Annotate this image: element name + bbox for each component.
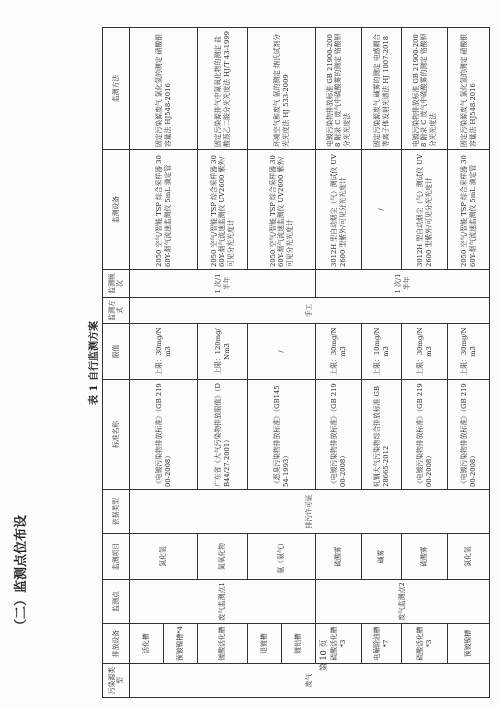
frequency-cell: 1 次/1半年 — [130, 270, 316, 298]
device-cell: 2050 空气/智能 TSP 综合采样器 3060Y-烟气流速监测仪 UV2600 紫外/可见分光光度计 — [248, 150, 316, 270]
header-cell: 依据类型 — [103, 490, 130, 534]
equipment-cell: 预镀镍槽 — [448, 624, 490, 664]
equipment-cell: 硫酸活化槽*3 — [316, 624, 362, 664]
item-cell: 氮氧化物 — [198, 534, 248, 580]
method-cell: 电镀污染物排放标准 GB 21900-2008 附录 C 废气中硫酸雾的测定 铬酸钡分光光度法 — [316, 28, 362, 150]
limit-cell: 上限：120mg/Nm3 — [198, 324, 248, 380]
pollution-type-cell: 废气 — [130, 664, 490, 698]
header-cell: 排放设备 — [103, 624, 130, 664]
method-cell: 环境空气和废气 氨的测定 纳氏试剂分光光度法 HJ 533-2009 — [248, 28, 316, 150]
limit-cell: 上限：30mg/Nm3 — [130, 324, 198, 380]
equipment-cell: 退镀槽 — [248, 624, 282, 664]
header-cell: 监测点 — [103, 580, 130, 624]
equipment-cell: 活化槽 — [130, 624, 164, 664]
equipment-cell: 电解除油槽*7 — [362, 624, 402, 664]
device-cell: 2050 空气/智能 TSP 综合采样器 3060Y-烟气流速监测仪 UV2600 紫外/可见分光光度计 — [198, 150, 248, 270]
frequency-cell: 1 次/1半年 — [316, 270, 490, 298]
monitor-point-cell: 废气监测点1 — [130, 580, 316, 624]
standard-cell: 《电镀污染物排放标准》（GB 21900-2008） — [448, 380, 490, 490]
device-cell: 3012H 型自动烟尘（气）测试仪 UV2600 型紫外/可见分光光度计 — [316, 150, 362, 270]
method-cell: 固定污染源废气 氯化氢的测定 硝酸银容量法 HJ548-2016 — [130, 28, 198, 150]
header-cell: 监测设备 — [103, 150, 130, 270]
limit-cell: / — [248, 324, 316, 380]
header-cell: 污染源类型 — [103, 664, 130, 698]
standard-cell: 《恶臭污染物排放标准》（GB14554-1993） — [248, 380, 316, 490]
monitor-point-cell: 废气监测点2 — [316, 580, 490, 624]
item-cell: 氨（氨气） — [248, 534, 316, 580]
header-cell: 监测频次 — [103, 270, 130, 298]
monitor-mode-cell: 手工 — [130, 298, 490, 324]
method-cell: 电镀污染物排放标准 GB 21900-2008 附录 C 废气中硫酸雾的测定 铬酸钡分光光度法 — [402, 28, 448, 150]
standard-cell: 广东省《大气污染物排放限值》（DB44/27-2001） — [198, 380, 248, 490]
table-header-row — [103, 28, 130, 698]
table-row — [130, 28, 164, 698]
standard-cell: 《电镀污染物排放标准》（GB 21900-2008） — [130, 380, 198, 490]
standard-cell: 《电镀污染物排放标准》（GB 21900-2008） — [402, 380, 448, 490]
header-cell: 监测方式 — [103, 298, 130, 324]
device-cell: / — [362, 150, 402, 270]
method-cell: 固定污染源废气 氯化氢的测定 硝酸银容量法 HJ548-2016 — [448, 28, 490, 150]
equipment-cell: 镀酸活化槽 — [198, 624, 248, 664]
item-cell: 氯化氢 — [130, 534, 198, 580]
device-cell: 2050 空气/智能 TSP 综合采样器 3060Y-烟气流速监测仪 5mL 滴定管 — [130, 150, 198, 270]
standard-cell: 《电镀污染物排放标准》（GB 21900-2008） — [316, 380, 362, 490]
table-title: 表 1 自行监测方案 — [89, 321, 100, 405]
header-cell: 标准名称 — [103, 380, 130, 490]
device-cell: 2050 空气/智能 TSP 综合采样器 3060Y-烟气流速监测仪 5mL 滴定管 — [448, 150, 490, 270]
limit-cell: 上限：30mg/Nm3 — [448, 324, 490, 380]
basis-cell: 排污许可证 — [130, 490, 490, 534]
item-cell: 硫酸雾 — [316, 534, 362, 580]
limit-cell: 上限：10mg/Nm3 — [362, 324, 402, 380]
limit-cell: 上限：30mg/Nm3 — [316, 324, 362, 380]
item-cell: 碱雾 — [362, 534, 402, 580]
header-cell: 监测方法 — [103, 28, 130, 150]
page-number: 第 10 页 — [319, 639, 328, 671]
method-cell: 固定污染源废气 碱雾的测定 电感耦合等离子体发射光谱法 HJ 1007-2018 — [362, 28, 402, 150]
header-cell: 限值 — [103, 324, 130, 380]
item-cell: 氯化氢 — [448, 534, 490, 580]
method-cell: 固定污染源排气中氮氧化物的测定 盐酸萘乙二胺分光光度法 HJ/T 43-1999 — [198, 28, 248, 150]
section-title: （二）监测点位布设 — [14, 514, 29, 632]
equipment-cell: 硫酸活化槽*3 — [402, 624, 448, 664]
limit-cell: 上限：30mg/Nm3 — [402, 324, 448, 380]
rotated-table-frame — [88, 28, 488, 698]
equipment-cell: 镀铝槽 — [282, 624, 316, 664]
header-cell: 监测项目 — [103, 534, 130, 580]
device-cell: 3012H 型自动烟尘（气）测试仪 UV2600 型紫外/可见分光光度计 — [402, 150, 448, 270]
equipment-cell: 预镀镍槽*4 — [164, 624, 198, 664]
monitoring-plan-table — [102, 27, 490, 698]
table-row — [316, 28, 362, 698]
item-cell: 硫酸雾 — [402, 534, 448, 580]
standard-cell: 轧钢大气污染物综合排放标准 GB28665-2012 — [362, 380, 402, 490]
